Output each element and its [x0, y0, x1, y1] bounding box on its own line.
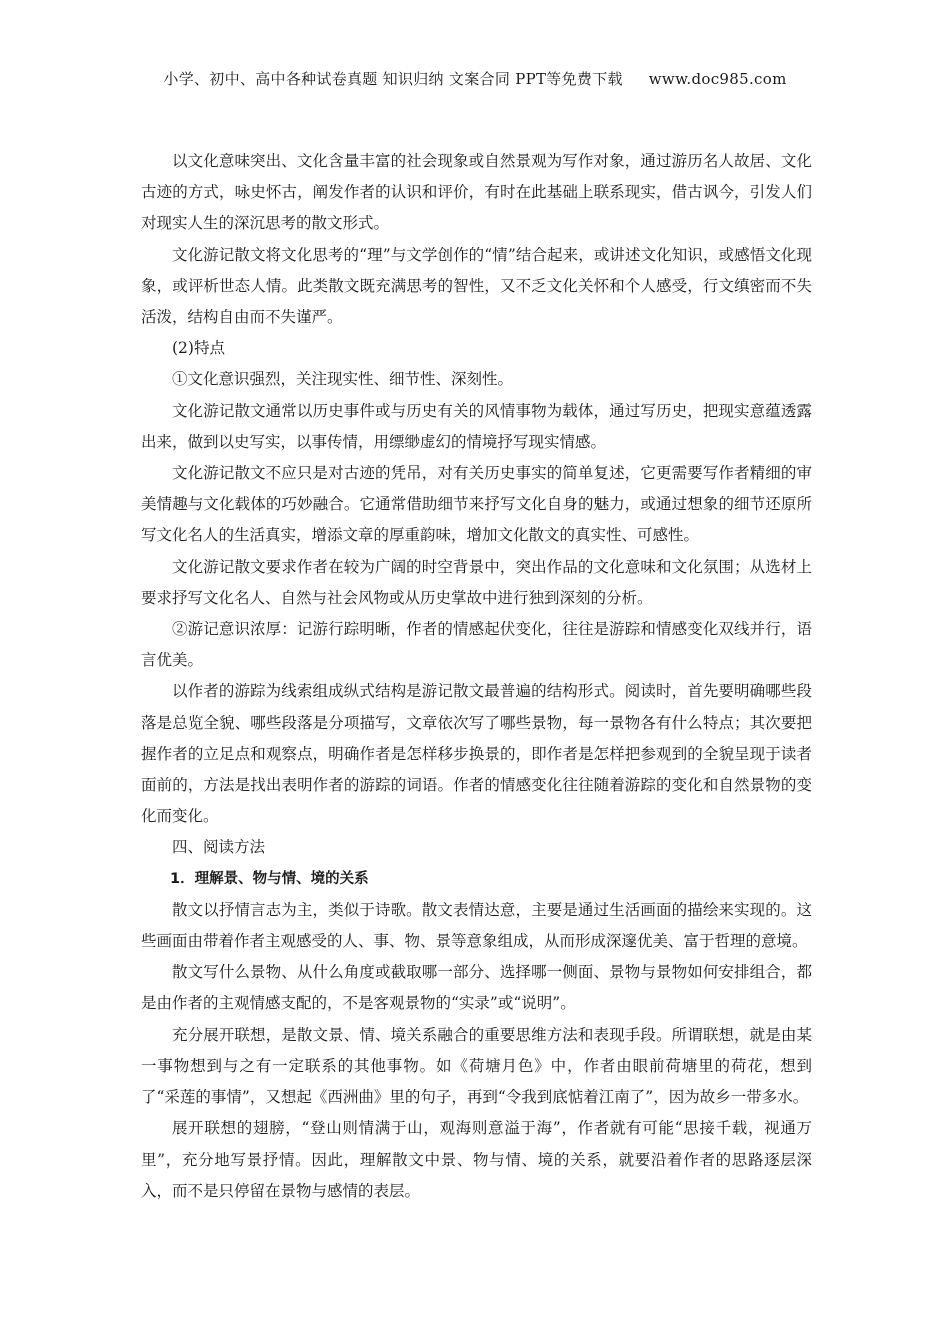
paragraph: 以文化意味突出、文化含量丰富的社会现象或自然景观为写作对象，通过游历名人故居、文化古迹的方式，咏史怀古，阐发作者的认识和评价，有时在此基础上联系现实，借古讽今，引发人们对现实人生的深沉思考的散文形式。: [141, 152, 812, 233]
section-label: (2)特点: [172, 339, 225, 358]
paragraph: 充分展开联想，是散文景、情、境关系融合的重要思维方法和表现手段。所谓联想，就是由某一事物想到与之有一定联系的其他事物。如《荷塘月色》中，作者由眼前荷塘里的荷花，想到了“采莲的事情”，又想起《西洲曲》里的句子，再到“令我到底惦着江南了”，因为故乡一带多水。: [141, 1025, 812, 1107]
header-text: 小学、初中、高中各种试卷真题 知识归纳 文案合同 PPT等免费下载: [163, 70, 623, 88]
paragraph: 文化游记散文要求作者在较为广阔的时空背景中，突出作品的文化意味和文化氛围；从选材上要求抒写文化名人、自然与社会风物或从历史掌故中进行独到深刻的分析。: [141, 557, 812, 607]
point-heading: ②游记意识浓厚：记游行踪明晰，作者的情感起伏变化，往往是游踪和情感变化双线并行，语言优美。: [141, 620, 812, 670]
paragraph: 散文写什么景物、从什么角度或截取哪一部分、选择哪一侧面、景物与景物如何安排组合，都是由作者的主观情感支配的，不是客观景物的“实录”或“说明”。: [141, 963, 812, 1013]
point-heading: ①文化意识强烈，关注现实性、细节性、深刻性。: [172, 370, 514, 389]
header-site: www.doc985.com: [648, 70, 787, 88]
paragraph: 文化游记散文不应只是对古迹的凭吊，对有关历史事实的简单复述，它更需要写作者精细的审美情趣与文化载体的巧妙融合。它通常借助细节来抒写文化自身的魅力，或通过想象的细节还原所写文化名人的生活真实，增添文章的厚重韵味，增加文化散文的真实性、可感性。: [141, 464, 812, 545]
paragraph: 散文以抒情言志为主，类似于诗歌。散文表情达意，主要是通过生活画面的描绘来实现的。这些画面由带着作者主观感受的人、事、物、景等意象组成，从而形成深邃优美、富于哲理的意境。: [141, 900, 812, 951]
paragraph: 文化游记散文通常以历史事件或与历史有关的风情事物为载体，通过写历史，把现实意蕴透露出来，做到以史写实，以事传情，用缥缈虚幻的情境抒写现实情感。: [141, 401, 812, 451]
document-body: [141, 146, 812, 1207]
section-heading: 四、阅读方法: [172, 838, 266, 857]
subsection-heading: 1．理解景、物与情、境的关系: [170, 870, 369, 887]
page-header: [0, 68, 950, 89]
paragraph: 文化游记散文将文化思考的“理”与文学创作的“情”结合起来，或讲述文化知识，或感悟文化现象，或评析世态人情。此类散文既充满思考的智性，又不乏文化关怀和个人感受，行文缜密而不失活泼，结构自由而不失谨严。: [141, 245, 812, 327]
paragraph: 以作者的游踪为线索组成纵式结构是游记散文最普遍的结构形式。阅读时，首先要明确哪些段落是总览全貌、哪些段落是分项描写，文章依次写了哪些景物，每一景物各有什么特点；其次要把握作者的立足点和观察点，明确作者是怎样移步换景的，即作者是怎样把参观到的全貌呈现于读者面前的，方法是找出表明作者的游踪的词语。作者的情感变化往往随着游踪的变化和自然景物的变化而变化。: [141, 682, 812, 826]
paragraph: 展开联想的翅膀，“登山则情满于山，观海则意溢于海”，作者就有可能“思接千载，视通万里”，充分地写景抒情。因此，理解散文中景、物与情、境的关系，就要沿着作者的思路逐层深入，而不是只停留在景物与感情的表层。: [141, 1119, 812, 1200]
